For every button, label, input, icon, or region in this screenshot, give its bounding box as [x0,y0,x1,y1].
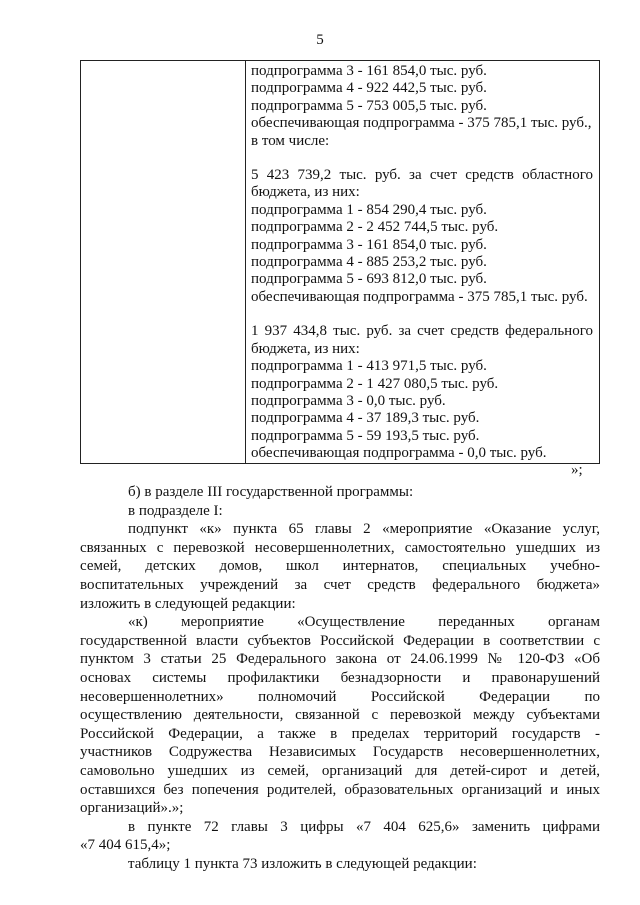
table-column-divider [245,61,246,463]
text-line: несовершеннолетних» полномочий Российской Федерации по [80,688,600,705]
federal-budget-lead-end: бюджета, из них: [251,340,360,357]
document-body [80,483,600,873]
text-line: семей, детских домов, школ интернатов, специальных учебно- [80,558,600,575]
text-line: осуществлению деятельности, связанной с перевозкой между субъектами [80,707,600,724]
total-line: подпрограмма 5 - 753 005,5 тыс. руб. [251,97,487,114]
paragraph-subsection-i: в подразделе I: [128,502,223,519]
federal-item: подпрограмма 1 - 413 971,5 тыс. руб. [251,358,487,375]
regional-item: подпрограмма 5 - 693 812,0 тыс. руб. [251,271,487,288]
text-line: связанных с перевозкой несовершеннолетних, самостоятельно ушедших из [80,539,600,556]
financing-cell [251,63,593,463]
total-line: подпрограмма 3 - 161 854,0 тыс. руб. [251,63,487,79]
text-line: Российской Федерации, а также в пределах территорий государств - [80,725,600,742]
paragraph-item-72 [80,818,600,855]
federal-item: подпрограмма 2 - 1 427 080,5 тыс. руб. [251,375,499,392]
paragraph-new-wording [80,613,600,818]
text-line: участников Содружества Независимых Государств несовершеннолетних, [80,744,600,761]
paragraph-gap [251,306,593,323]
quote-closing-mark: »; [571,462,583,478]
regional-item: подпрограмма 2 - 2 452 744,5 тыс. руб. [251,219,499,236]
regional-item: обеспечивающая подпрограмма - 375 785,1 тыс. руб. [251,288,588,305]
federal-item: обеспечивающая подпрограмма - 0,0 тыс. руб. [251,445,547,462]
text-line: воспитательных учреждений за счет средств федерального бюджета» [80,576,600,593]
total-line: в том числе: [251,132,330,149]
federal-budget-lead: 1 937 434,8 тыс. руб. за счет средств федерального [251,323,593,340]
regional-budget-lead: 5 423 739,2 тыс. руб. за счет средств областного [251,167,593,184]
total-line: подпрограмма 4 - 922 442,5 тыс. руб. [251,80,487,97]
text-line: оставшихся без попечения родителей, образовательных организаций и иных [80,781,600,798]
text-line: подпункт «к» пункта 65 главы 2 «мероприятие «Оказание услуг, [128,521,600,538]
federal-item: подпрограмма 4 - 37 189,3 тыс. руб. [251,410,480,427]
text-line: организаций».»; [80,800,184,817]
total-line: обеспечивающая подпрограмма - 375 785,1 тыс. руб., [251,115,592,132]
regional-item: подпрограмма 1 - 854 290,4 тыс. руб. [251,201,487,218]
paragraph-table-73: таблицу 1 пункта 73 изложить в следующей редакции: [128,855,477,872]
text-line: «7 404 615,4»; [80,837,171,854]
text-line: основах системы профилактики безнадзорности и правонарушений [80,669,600,686]
text-line: изложить в следующей редакции: [80,595,296,612]
regional-item: подпрограмма 4 - 885 253,2 тыс. руб. [251,254,487,271]
text-line: «к) мероприятие «Осуществление переданных органам [128,614,600,631]
regional-budget-lead-end: бюджета, из них: [251,184,360,201]
text-line: самовольно ушедших из семей, организаций для детей-сирот и детей, [80,762,600,779]
paragraph-section-iii: б) в разделе III государственной программы: [128,484,414,500]
text-line: государственной власти субъектов Российской Федерации в соответствии с [80,632,600,649]
text-line: пунктом 3 статьи 25 Федерального закона от 24.06.1999 № 120-ФЗ «Об [80,651,600,668]
regional-item: подпрограмма 3 - 161 854,0 тыс. руб. [251,236,487,253]
federal-item: подпрограмма 3 - 0,0 тыс. руб. [251,392,446,409]
text-line: в пункте 72 главы 3 цифры «7 404 625,6» заменить цифрами [128,818,600,835]
passport-table-continuation [80,60,600,464]
paragraph-subitem-k [80,520,600,613]
page-number: 5 [316,32,324,48]
federal-item: подпрограмма 5 - 59 193,5 тыс. руб. [251,427,480,444]
paragraph-gap [251,150,593,167]
